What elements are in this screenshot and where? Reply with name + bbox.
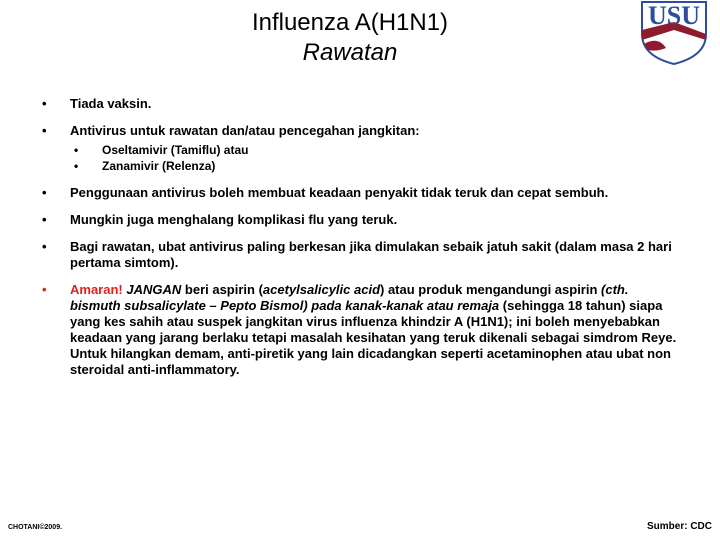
warning-example: (cth. bismuth subsalicylate – Pepto Bismol) pada kanak-kanak atau remaja [70,282,629,313]
bullet-item [42,123,682,174]
logo-text: USU [647,1,701,30]
title-line-1: Influenza A(H1N1) [251,9,449,36]
warning-label: Amaran! [70,282,123,297]
bullet-text: Antivirus untuk rawatan dan/atau pencegahan jangkitan: [70,123,420,138]
bullet-icon: • [42,282,47,297]
bullet-icon: • [42,123,47,138]
bullet-item [42,239,682,271]
bullet-text: Penggunaan antivirus boleh membuat keadaan penyakit tidak teruk dan cepat sembuh. [70,185,609,200]
footer-source: Sumber: CDC [646,521,712,532]
title-line-2: Rawatan [302,39,398,66]
bullet-icon: • [42,239,47,254]
footer-copyright: CHOTANI©2009. [8,524,63,531]
slide-title [150,8,550,68]
bullet-icon: • [42,185,47,200]
bullet-item [42,212,682,228]
bullet-icon: • [74,159,79,173]
warning-text: ) atau produk mengandungi aspirin [380,282,602,297]
bullet-text: Bagi rawatan, ubat antivirus paling berkesan jika dimulakan sebaik jatuh sakit (dalam masa 2 hari pertama simtom). [70,239,672,270]
warning-text: beri aspirin ( [181,282,263,297]
bullet-item [42,185,682,201]
sub-bullet-text: Zanamivir (Relenza) [102,159,216,173]
university-logo [636,0,712,66]
sub-bullet-item [70,158,682,174]
bullet-icon: • [42,212,47,227]
bullet-list [42,96,682,389]
bullet-text: Tiada vaksin. [70,96,152,111]
sub-bullet-text: Oseltamivir (Tamiflu) atau [102,143,249,157]
warning-emphasis: JANGAN [126,282,182,297]
bullet-text: Mungkin juga menghalang komplikasi flu yang teruk. [70,212,398,227]
warning-item [42,282,682,378]
bullet-item [42,96,682,112]
sub-bullet-list [70,142,682,174]
warning-text: (sehingga 18 tahun) siapa yang kes sahih atau suspek jangkitan virus influenza khindzir A (H1N1); ini boleh menyebabkan keadaan yang jarang berlaku tetapi masalah kesihatan yang teruk dikenali sebagai simdrom Reye. Untuk hilangkan demam, anti-piretik yang lain dicadangkan seperti acetaminophen atau ubat non steroidal anti-inflammatory. [70,298,677,377]
bullet-icon: • [74,143,79,157]
bullet-icon: • [42,96,47,111]
sub-bullet-item [70,142,682,158]
warning-drug-name: acetylsalicylic acid [262,282,381,297]
